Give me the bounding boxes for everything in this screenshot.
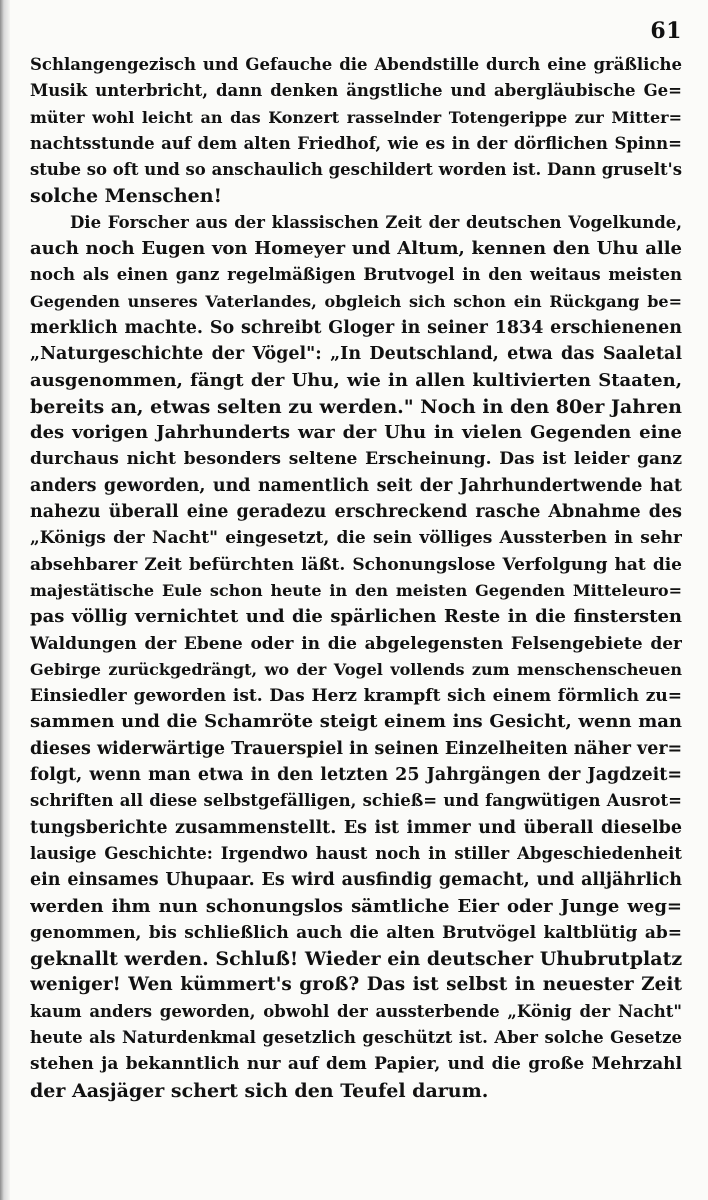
text-line: weniger! Wen kümmert's groß? Das ist selbst in neuester Zeit xyxy=(30,974,682,996)
text-line: ausgenommen, fängt der Uhu, wie in allen kultivierten Staaten, xyxy=(30,369,682,391)
text-line: werden ihm nun schonungslos sämtliche Eier oder Junge weg= xyxy=(30,895,682,917)
text-line: geknallt werden. Schluß! Wieder ein deutscher Uhubrutplatz xyxy=(30,948,682,971)
text-line: ein einsames Uhupaar. Es wird ausfindig gemacht, und alljährlich xyxy=(30,870,682,891)
text-line: genommen, bis schließlich auch die alten Brutvögel kaltblütig ab= xyxy=(30,922,682,943)
text-line: des vorigen Jahrhunderts war der Uhu in vielen Gegenden eine xyxy=(30,422,682,444)
text-line: Schlangengezisch und Gefauche die Abendstille durch eine gräßliche xyxy=(30,55,682,74)
text-line: noch als einen ganz regelmäßigen Brutvogel in den weitaus meisten xyxy=(30,265,682,285)
text-line: stehen ja bekanntlich nur auf dem Papier, und die große Mehrzahl xyxy=(30,1054,682,1075)
text-line: majestätische Eule schon heute in den meisten Gegenden Mitteleuro= xyxy=(30,580,682,600)
body-text xyxy=(30,52,682,1104)
text-line: anders geworden, und namentlich seit der Jahrhundertwende hat xyxy=(30,475,682,496)
text-line: tungsberichte zusammenstellt. Es ist immer und überall dieselbe xyxy=(30,817,682,838)
text-line: schriften all diese selbstgefälligen, schieß= und fangwütigen Ausrot= xyxy=(30,791,682,811)
text-line: „Naturgeschichte der Vögel": „In Deutschland, etwa das Saaletal xyxy=(30,344,682,365)
text-line: dieses widerwärtige Trauerspiel in seinen Einzelheiten näher ver= xyxy=(30,738,682,759)
text-line: Gegenden unseres Vaterlandes, obgleich sich schon ein Rückgang be= xyxy=(30,291,682,311)
text-line: heute als Naturdenkmal gesetzlich geschützt ist. Aber solche Gesetze xyxy=(30,1027,682,1047)
text-line: „Königs der Nacht" eingesetzt, die sein völliges Aussterben in sehr xyxy=(30,528,682,549)
text-line: nahezu überall eine geradezu erschreckend rasche Abnahme des xyxy=(30,502,682,523)
text-line: Einsiedler geworden ist. Das Herz krampft sich einem förmlich zu= xyxy=(30,686,682,707)
text-line: pas völlig vernichtet und die spärlichen Reste in die finstersten xyxy=(30,606,682,628)
text-line: bereits an, etwas selten zu werden." Noch in den 80er Jahren xyxy=(30,395,682,418)
text-line: der Aasjäger schert sich den Teufel darum. xyxy=(30,1079,489,1102)
text-line: kaum anders geworden, obwohl der aussterbende „König der Nacht" xyxy=(30,1001,682,1021)
text-line: sammen und die Schamröte steigt einem ins Gesicht, wenn man xyxy=(30,711,682,733)
page-number: 61 xyxy=(650,18,682,44)
paragraph xyxy=(30,210,682,1104)
page-binding-edge xyxy=(0,0,10,1200)
text-line: auch noch Eugen von Homeyer und Altum, kennen den Uhu alle xyxy=(30,238,682,260)
text-line: solche Menschen! xyxy=(30,185,222,208)
text-line: Waldungen der Ebene oder in die abgelegensten Felsengebiete der xyxy=(30,633,682,654)
text-line: Musik unterbricht, dann denken ängstliche und abergläubische Ge= xyxy=(30,81,682,101)
text-line: Gebirge zurückgedrängt, wo der Vogel vollends zum menschenscheuen xyxy=(30,659,682,679)
text-line: lausige Geschichte: Irgendwo haust noch in stiller Abgeschiedenheit xyxy=(30,843,682,863)
text-line: durchaus nicht besonders seltene Erscheinung. Das ist leider ganz xyxy=(30,449,682,470)
paragraph xyxy=(30,52,682,210)
text-line: stube so oft und so anschaulich geschildert worden ist. Dann gruselt's xyxy=(30,160,682,180)
text-line: folgt, wenn man etwa in den letzten 25 Jahrgängen der Jagdzeit= xyxy=(30,765,682,786)
text-line: nachtsstunde auf dem alten Friedhof, wie es in der dörflichen Spinn= xyxy=(30,133,682,153)
text-line: müter wohl leicht an das Konzert rasselnder Totengerippe zur Mitter= xyxy=(30,107,682,127)
text-line: absehbarer Zeit befürchten läßt. Schonungslose Verfolgung hat die xyxy=(30,554,682,575)
text-line: merklich machte. So schreibt Gloger in seiner 1834 erschienenen xyxy=(30,317,682,338)
text-line: Die Forscher aus der klassischen Zeit der deutschen Vogelkunde, xyxy=(70,212,682,232)
